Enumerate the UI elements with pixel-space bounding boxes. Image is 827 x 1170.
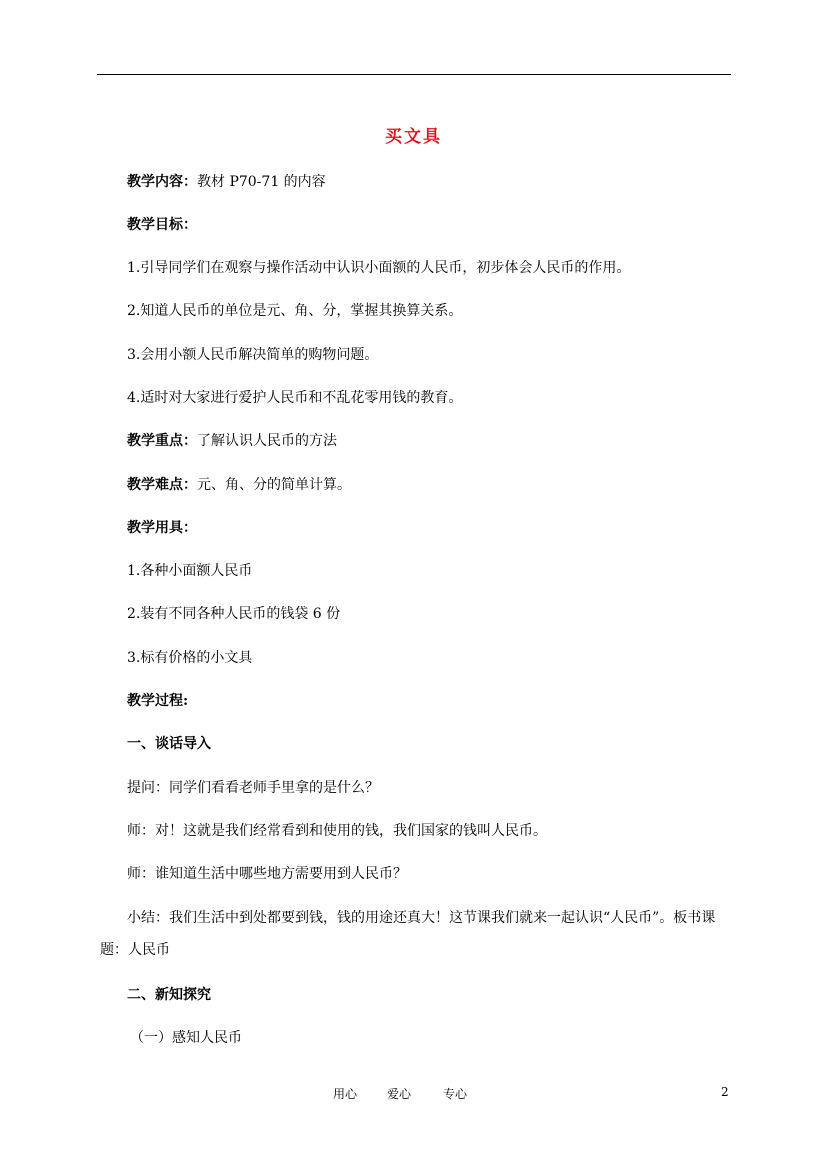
key-point-line xyxy=(127,431,337,451)
tool-1: 1.各种小面额人民币 xyxy=(127,563,253,579)
teaching-content-text: 教材 P70-71 的内容 xyxy=(197,174,326,190)
key-point-label: 教学重点： xyxy=(127,433,197,449)
teaching-tools-heading: 教学用具： xyxy=(127,520,197,536)
teacher-line-1: 师：对！这就是我们经常看到和使用的钱，我们国家的钱叫人民币。 xyxy=(127,823,547,839)
tool-3: 3.标有价格的小文具 xyxy=(127,650,253,666)
key-point-text: 了解认识人民币的方法 xyxy=(197,433,337,449)
difficulty-line xyxy=(127,475,351,495)
difficulty-label: 教学难点： xyxy=(127,477,197,493)
teaching-content-label: 教学内容： xyxy=(127,174,197,190)
difficulty-text: 元、角、分的简单计算。 xyxy=(197,477,351,493)
page-number: 2 xyxy=(721,1085,729,1099)
footer-item-1: 用心 xyxy=(333,1087,358,1101)
goal-4: 4.适时对大家进行爱护人民币和不乱花零用钱的教育。 xyxy=(127,390,463,406)
tool-2: 2.装有不同各种人民币的钱袋 6 份 xyxy=(127,606,341,622)
teaching-content-line xyxy=(127,172,326,192)
section-2-heading: 二、新知探究 xyxy=(127,987,211,1003)
section-1-heading: 一、谈话导入 xyxy=(127,736,211,752)
teacher-line-2: 师：谁知道生活中哪些地方需要用到人民币？ xyxy=(127,866,407,882)
teaching-process-heading: 教学过程: xyxy=(127,693,189,709)
goal-2: 2.知道人民币的单位是元、角、分，掌握其换算关系。 xyxy=(127,303,463,319)
header-rule xyxy=(97,74,731,75)
footer-item-2: 爱心 xyxy=(387,1087,412,1101)
teaching-goals-heading: 教学目标： xyxy=(127,217,197,233)
summary-paragraph: 小结：我们生活中到处都要到钱，钱的用途还真大！这节课我们就来一起认识“人民币”。板书课题：人民币 xyxy=(100,910,716,958)
goal-1: 1.引导同学们在观察与操作活动中认识小面额的人民币，初步体会人民币的作用。 xyxy=(127,260,631,276)
subsection-1-heading: （一）感知人民币 xyxy=(130,1030,242,1046)
page-title: 买文具 xyxy=(385,127,442,147)
goal-3: 3.会用小额人民币解决简单的购物问题。 xyxy=(127,347,379,363)
question-line: 提问：同学们看看老师手里拿的是什么？ xyxy=(127,780,379,796)
footer-item-3: 专心 xyxy=(443,1087,468,1101)
